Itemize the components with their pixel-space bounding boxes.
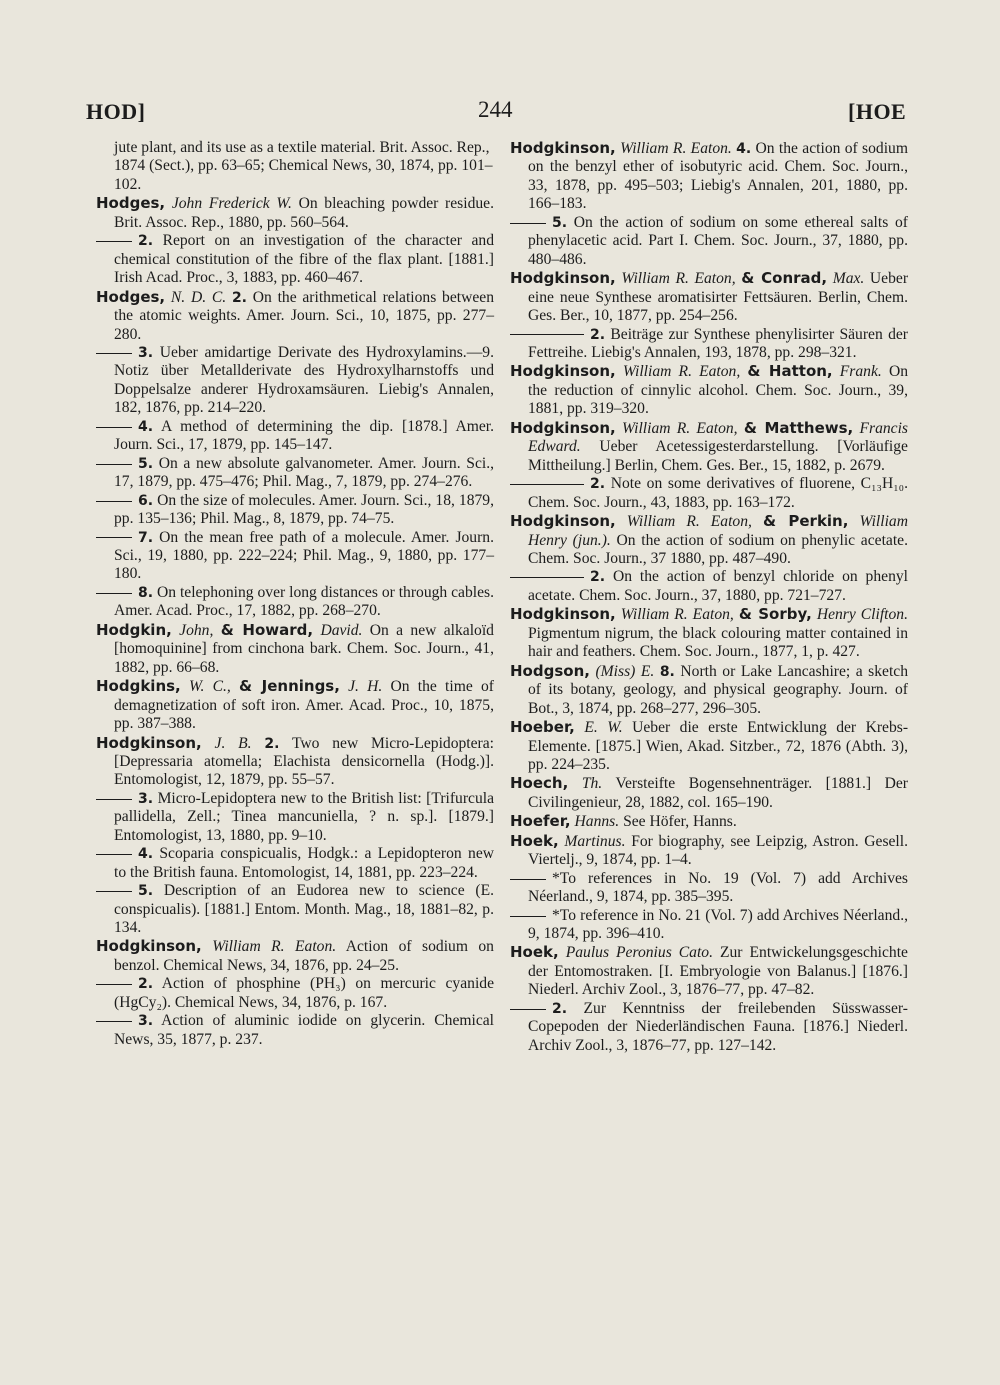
author-name: Hodgkinson, <box>510 139 616 157</box>
author-forename: N. D. C. <box>170 288 227 306</box>
coauthor-forename: Max. <box>832 270 865 288</box>
entry-author <box>510 139 908 214</box>
entry-number: 2. <box>138 233 154 250</box>
entry-text: Description of an Eudorea new to science (E. conspicualis). [1881.] Entom. Month. Mag., 18, 1881–82, p. 134. <box>114 882 495 937</box>
author-forename: (Miss) E. <box>595 662 655 680</box>
entry-text: See Höfer, Hanns. <box>623 813 737 831</box>
author-name: Hodgson, <box>510 661 590 680</box>
entry-text: jute plant, and its use as a textile material. Brit. Assoc. Rep., 1874 (Sect.), pp. 63–65; Chemical News, 30, 1874, pp. 101–102. <box>114 139 493 193</box>
entry-number: 5. <box>138 883 154 900</box>
author-forename: William R. Eaton. <box>620 140 732 157</box>
entry-text: *To reference in No. 21 (Vol. 7) add Archives Néerland., 9, 1874, pp. 396–410. <box>528 906 908 943</box>
entry-author <box>510 812 908 831</box>
ditto-dash <box>510 879 546 880</box>
entry-author <box>96 677 494 733</box>
entry-author <box>96 937 494 975</box>
author-name: Hoek, <box>510 943 559 962</box>
entry-sub <box>96 418 494 455</box>
entry-sub <box>96 1012 494 1049</box>
entry-text: On the time of demagnetization of soft iron. Amer. Acad. Proc., 10, 1875, pp. 387–388. <box>114 678 494 733</box>
entry-sub2 <box>510 568 908 605</box>
entry-number: 3. <box>138 344 154 361</box>
coauthor-name: & Sorby, <box>738 605 812 624</box>
coauthor-forename: Frank. <box>839 363 882 381</box>
entry-text: Ueber Acetessigesterdarstellung. [Vorläufige Mittheilung.] Berlin, Chem. Ges. Ber., 15, 1882, p. 2679. <box>528 438 908 474</box>
entry-sub <box>510 870 908 907</box>
author-forename: William R. Eaton, <box>626 513 752 531</box>
entry-text: On the action of benzyl chloride on phenyl acetate. Chem. Soc. Journ., 37, 1880, pp. 721–727. <box>528 568 908 604</box>
entry-text: Ueber die erste Entwicklung der Krebs-Elemente. [1875.] Wien, Akad. Sitzber., 72, 1876 (Abth. 3), pp. 224–235. <box>528 719 909 773</box>
ditto-dash <box>96 353 132 354</box>
entry-author <box>510 605 908 661</box>
entry-sub <box>510 214 908 269</box>
ditto-dash <box>96 501 132 502</box>
entry-text: On a new absolute galvanometer. Amer. Journ. Sci., 17, 1879, pp. 475–476; Phil. Mag., 7, 1879, pp. 274–276. <box>114 454 494 491</box>
entry-sub <box>96 344 494 418</box>
entry-text: Ueber eine neue Synthese aromatisirter Fettsäuren. Berlin, Chem. Ges. Ber., 10, 1877, pp. 254–256. <box>528 270 909 325</box>
coauthor-name: & Conrad, <box>741 269 828 288</box>
coauthor-name: & Jennings, <box>239 677 340 696</box>
entry-number: 5. <box>552 214 568 231</box>
entry-text: Zur Kenntniss der freilebenden Süsswasser-Copepoden der Niederländischen Fauna. [1876.] Niederl. Archiv Zool., 3, 1876–77, pp. 127–142. <box>528 999 908 1054</box>
author-name: Hodgkinson, <box>510 269 616 288</box>
coauthor-forename: David. <box>320 621 363 639</box>
author-name: Hoek, <box>510 831 559 850</box>
entry-sub <box>96 455 494 492</box>
entry-text: *To references in No. 19 (Vol. 7) add Archives Néerland., 9, 1874, pp. 385–395. <box>528 869 908 906</box>
entry-text: On the reduction of cinnylic alcohol. Chem. Soc. Journ., 39, 1881, pp. 319–320. <box>528 363 908 418</box>
author-name: Hoech, <box>510 774 569 793</box>
entry-author <box>510 718 908 774</box>
entry-text: Two new Micro-Lepidoptera: [Depressaria atomella; Elachista densicornella (Hodg.)]. Entomologist, 12, 1879, pp. 55–57. <box>114 734 494 789</box>
entry-number: 4. <box>138 846 154 863</box>
entry-text: On the action of sodium on phenylic acetate. Chem. Soc. Journ., 37 1880, pp. 487–490. <box>528 531 908 567</box>
entry-number: 2. <box>590 326 606 343</box>
author-name: Hodgkinson, <box>510 418 616 437</box>
author-forename: William R. Eaton, <box>620 606 734 624</box>
entry-text: Action of aluminic iodide on glycerin. Chemical News, 35, 1877, p. 237. <box>114 1012 495 1048</box>
entry-author <box>96 734 494 790</box>
entry-text: Beiträge zur Synthese phenylisirter Säuren der Fettreihe. Liebig's Annalen, 193, 1878, pp. 298–321. <box>528 325 908 361</box>
author-forename: William R. Eaton, <box>622 363 741 381</box>
author-name: Hodgkinson, <box>510 605 616 624</box>
entry-number: 2. <box>590 476 606 493</box>
entry-number: 2. <box>552 1000 568 1017</box>
ditto-dash <box>96 1021 132 1022</box>
entry-sub <box>96 790 494 845</box>
entry-text: On bleaching powder residue. Brit. Assoc. Rep., 1880, pp. 560–564. <box>114 195 494 231</box>
entry-author <box>96 621 494 677</box>
entry-text: Report on an investigation of the character and chemical constitution of the fibre of the flax plant. [1881.] Irish Acad. Proc., 3, 1883, pp. 460–467. <box>114 232 494 287</box>
entry-author <box>510 774 908 812</box>
ditto-dash <box>96 593 132 594</box>
ditto-dash <box>96 854 132 855</box>
entry-author <box>510 943 908 999</box>
entry-number: 7. <box>138 529 154 546</box>
ditto-dash <box>510 916 546 917</box>
entry-text: Zur Entwickelungsgeschichte der Entomostraken. [I. Embryologie von Balanus.] [1876.] Niederl. Archiv Zool., 3, 1876–77, pp. 47–82. <box>528 944 908 999</box>
entry-number: 4. <box>736 141 752 157</box>
header-right: [HOE <box>848 99 907 124</box>
entry-sub <box>96 232 494 287</box>
author-name: Hoeber, <box>510 718 575 737</box>
entry-sub2 <box>510 326 908 363</box>
entry-number: 2. <box>231 289 247 306</box>
ditto-dash <box>510 334 584 335</box>
entry-text: On the size of molecules. Amer. Journ. Sci., 18, 1879, pp. 135–136; Phil. Mag., 8, 1879, pp. 74–75. <box>114 491 494 528</box>
ditto-dash <box>510 223 546 224</box>
ditto-dash <box>96 537 132 538</box>
entry-number: 3. <box>138 1013 154 1030</box>
ditto-dash <box>96 427 132 428</box>
entry-text: Note on some derivatives of fluorene, C₁₃H₁₀. Chem. Soc. Journ., 43, 1883, pp. 163–172. <box>528 475 908 511</box>
entry-author <box>510 269 908 325</box>
entry-text: Action of sodium on benzol. Chemical News, 34, 1876, pp. 24–25. <box>114 938 494 974</box>
ditto-dash <box>96 984 132 985</box>
author-forename: Paulus Peronius Cato. <box>565 944 713 962</box>
author-forename: Th. <box>581 775 603 793</box>
entry-number: 3. <box>138 790 154 807</box>
entry-number: 8. <box>659 663 675 680</box>
coauthor-forename: Francis Edward. <box>528 419 908 456</box>
entry-sub <box>96 845 494 882</box>
entry-text: North or Lake Lancashire; a sketch of its botany, geology, and physical geography. Journ. of Bot., 3, 1874, pp. 268–277, 296–305. <box>528 662 909 717</box>
author-name: Hodgkinson, <box>96 733 202 752</box>
entry-text: On the action of sodium on the benzyl ether of isobutyric acid. Chem. Soc. Journ., 33, 1878, pp. 495–503; Liebig's Annalen, 201, 1880, pp. 166–183. <box>528 140 908 213</box>
entry-text: On telephoning over long distances or through cables. Amer. Acad. Proc., 17, 1882, pp. 268–270. <box>114 583 494 620</box>
ditto-dash <box>96 464 132 465</box>
entry-text: Micro-Lepidoptera new to the British list: [Trifurcula pallidella, Zell.; Tinea mancuniella, ? n. sp.]. [1879.] Entomologist, 13, 1880, pp. 9–10. <box>114 789 495 844</box>
entry-text: Action of phosphine (PH₃) on mercuric cyanide (HgCy₂). Chemical News, 34, 1876, p. 167. <box>114 975 494 1011</box>
coauthor-name: & Perkin, <box>762 512 849 531</box>
entry-number: 2. <box>138 976 154 993</box>
author-forename: W. C., <box>188 678 231 696</box>
entry-author <box>510 362 908 418</box>
entry-number: 2. <box>264 735 280 752</box>
ditto-dash <box>510 484 584 485</box>
entry-sub <box>96 492 494 529</box>
entry-sub <box>96 584 494 621</box>
coauthor-forename: Henry Clifton. <box>816 606 909 624</box>
entry-number: 5. <box>138 455 154 472</box>
running-header <box>0 97 1000 133</box>
entry-author <box>96 194 494 232</box>
entry-text: On the action of sodium on some ethereal salts of phenylacetic acid. Part I. Chem. Soc. Journ., 37, 1880, pp. 480–486. <box>528 213 908 268</box>
entry-number: 2. <box>590 569 606 586</box>
author-forename: Martinus. <box>564 832 626 850</box>
entry-sub <box>96 975 494 1012</box>
author-forename: J. B. <box>214 734 252 752</box>
coauthor-forename: J. H. <box>348 678 383 696</box>
author-forename: William R. Eaton, <box>622 419 738 437</box>
entry-sub2 <box>510 475 908 512</box>
entry-text: A method of determining the dip. [1878.] Amer. Journ. Sci., 17, 1879, pp. 145–147. <box>114 417 494 454</box>
coauthor-name: & Hatton, <box>747 362 833 381</box>
entry-text: Ueber amidartige Derivate des Hydroxylamins.—9. Notiz über Metallderivate des Hydroxylharnstoffs und Doppelsalze anderer Hydroxamsäuren. Liebig's Annalen, 182, 1876, pp. 214–220. <box>114 343 494 417</box>
author-forename: William R. Eaton, <box>621 270 736 288</box>
entry-text: On the arithmetical relations between the atomic weights. Amer. Journ. Sci., 10, 1875, pp. 277–280. <box>114 288 494 343</box>
header-left: HOD] <box>86 99 146 124</box>
author-name: Hoefer, <box>510 812 571 831</box>
ditto-dash <box>510 577 584 578</box>
author-name: Hodgkins, <box>96 677 181 696</box>
author-name: Hodgkinson, <box>510 362 616 381</box>
author-name: Hodgkinson, <box>96 937 202 956</box>
coauthor-forename: William Henry (jun.). <box>528 513 908 549</box>
entry-author <box>510 832 908 870</box>
left-column <box>96 139 494 1049</box>
entry-number: 6. <box>138 492 154 509</box>
ditto-dash <box>510 1009 546 1010</box>
entry-number: 4. <box>138 418 154 435</box>
author-forename: John Frederick W. <box>171 195 292 213</box>
entry-text: For biography, see Leipzig, Astron. Gesell. Viertelj., 9, 1874, pp. 1–4. <box>528 832 908 869</box>
coauthor-name: & Matthews, <box>743 418 854 437</box>
entry-author <box>510 512 908 568</box>
author-name: Hodges, <box>96 194 166 213</box>
author-forename: John, <box>179 621 214 639</box>
entry-cont <box>96 139 494 194</box>
entry-sub <box>510 907 908 944</box>
entry-text: Versteifte Bogensehnenträger. [1881.] Der Civilingenieur, 28, 1882, col. 165–190. <box>528 775 908 811</box>
entry-sub <box>510 1000 908 1055</box>
entry-text: Scoparia conspicualis, Hodgk.: a Lepidopteron new to the British fauna. Entomologist, 14, 1881, pp. 223–224. <box>114 845 494 881</box>
author-name: Hodges, <box>96 287 166 306</box>
author-forename: E. W. <box>584 719 623 737</box>
page-number: 244 <box>478 97 513 122</box>
author-name: Hodgkin, <box>96 620 172 639</box>
ditto-dash <box>96 241 132 242</box>
coauthor-name: & Howard, <box>220 620 314 639</box>
entry-sub <box>96 529 494 584</box>
entry-sub <box>96 882 494 937</box>
entry-author <box>96 288 494 344</box>
entry-text: On the mean free path of a molecule. Amer. Journ. Sci., 19, 1880, pp. 222–224; Phil. Mag., 9, 1880, pp. 177–180. <box>114 528 494 583</box>
ditto-dash <box>96 891 132 892</box>
entry-author <box>510 662 908 718</box>
entry-text: Pigmentum nigrum, the black colouring matter contained in hair and feathers. Chem. Soc. Journ., 1877, 1, p. 427. <box>528 624 908 661</box>
author-name: Hodgkinson, <box>510 512 616 531</box>
author-forename: Hanns. <box>574 813 620 831</box>
entry-author <box>510 419 908 475</box>
ditto-dash <box>96 799 132 800</box>
entry-number: 8. <box>138 584 154 601</box>
right-column <box>510 139 908 1055</box>
author-forename: William R. Eaton. <box>212 938 337 956</box>
entry-text: On a new alkaloïd [homoquinine] from cinchona bark. Chem. Soc. Journ., 41, 1882, pp. 66–68. <box>114 621 494 676</box>
